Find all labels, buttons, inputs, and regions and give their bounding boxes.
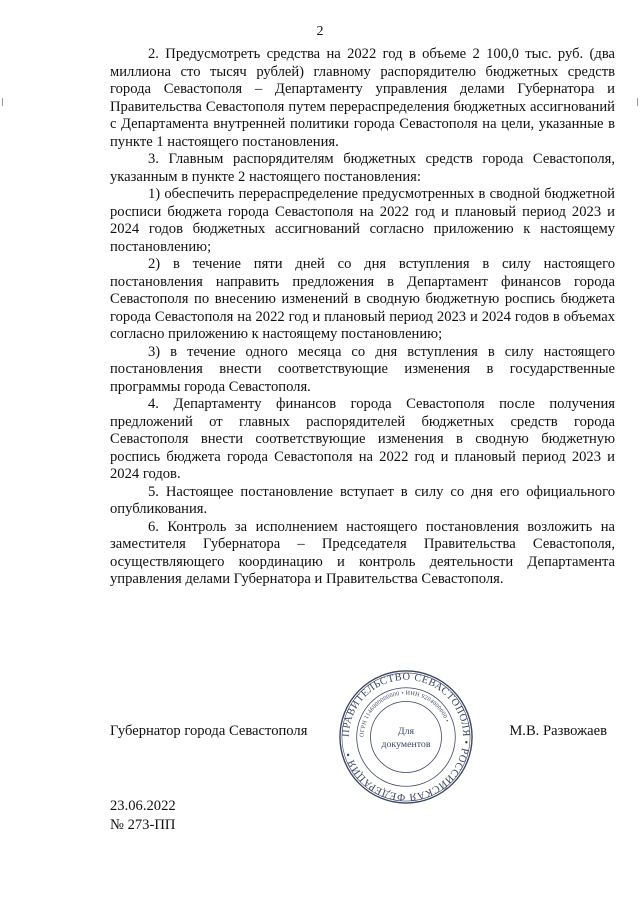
paragraph-5: 5. Настоящее постановление вступает в силу со дня его официального опубликования. xyxy=(110,483,615,517)
signatory-position: Губернатор города Севастополя xyxy=(110,723,308,739)
stamp-inner-text: ОГРН 1146000000000 • ИНН 9204000000 • xyxy=(359,690,450,738)
paragraph-3-item-1: 1) обеспечить перераспределение предусмотренных в сводной бюджетной росписи бюджета города Севастополя на 2022 год и плановый период 2023 и 2024 годов бюджетных ассигнований согласно приложению к настоящему постановлению; xyxy=(110,186,615,255)
paragraph-3-item-2: 2) в течение пяти дней со дня вступления в силу настоящего постановления направить предложения в Департамент финансов города Севастополя по внесению изменений в сводную бюджетную роспись бюджета города Севастополя на 2022 год и плановый период 2023 и 2024 годов в объемах согласно приложению к настоящему постановлению; xyxy=(110,256,615,342)
stamp-outer-text: ПРАВИТЕЛЬСТВО СЕВАСТОПОЛЯ • РОССИЙСКАЯ ФЕДЕРАЦИЯ • xyxy=(340,671,472,803)
left-edge-mark xyxy=(2,98,3,106)
paragraph-6: 6. Контроль за исполнением настоящего постановления возложить на заместителя Губернатора – Председателя Правительства Севастополя, осуществляющего координацию и контроль деятельности Департамента управления делами Губернатора и Правительства Севастополя. xyxy=(110,518,615,587)
paragraph-3-item-3: 3) в течение одного месяца со дня вступления в силу настоящего постановления внести соответствующие изменения в государственные программы города Севастополя. xyxy=(110,343,615,395)
document-number: № 273-ПП xyxy=(110,817,176,833)
document-date: 23.06.2022 xyxy=(110,798,176,814)
paragraph-4: 4. Департаменту финансов города Севастополя после получения предложений от главных распорядителей бюджетных средств города Севастополя внести соответствующие изменения в сводную бюджетную роспись бюджета города Севастополя на 2022 год и плановый период 2023 и 2024 годов. xyxy=(110,396,615,482)
right-edge-mark xyxy=(637,98,638,106)
signatory-name: М.В. Развожаев xyxy=(509,723,607,739)
official-seal-stamp xyxy=(337,668,475,806)
paragraph-2: 2. Предусмотреть средства на 2022 год в объеме 2 100,0 тыс. руб. (два миллиона сто тысяч рублей) главному распорядителю бюджетных средств города Севастополя – Департаменту управления делами Губернатора и Правительства Севастополя путем перераспределения бюджетных ассигнований с Департамента внутренней политики города Севастополя на цели, указанные в пункте 1 настоящего постановления. xyxy=(110,46,615,150)
page-number: 2 xyxy=(316,24,324,39)
document-body xyxy=(110,46,615,589)
paragraph-3: 3. Главным распорядителям бюджетных средств города Севастополя, указанным в пункте 2 настоящего постановления: xyxy=(110,151,615,185)
document-footer xyxy=(110,797,176,835)
stamp-center-line-2: документов xyxy=(381,738,431,750)
stamp-center-line-1: Для xyxy=(397,726,415,738)
